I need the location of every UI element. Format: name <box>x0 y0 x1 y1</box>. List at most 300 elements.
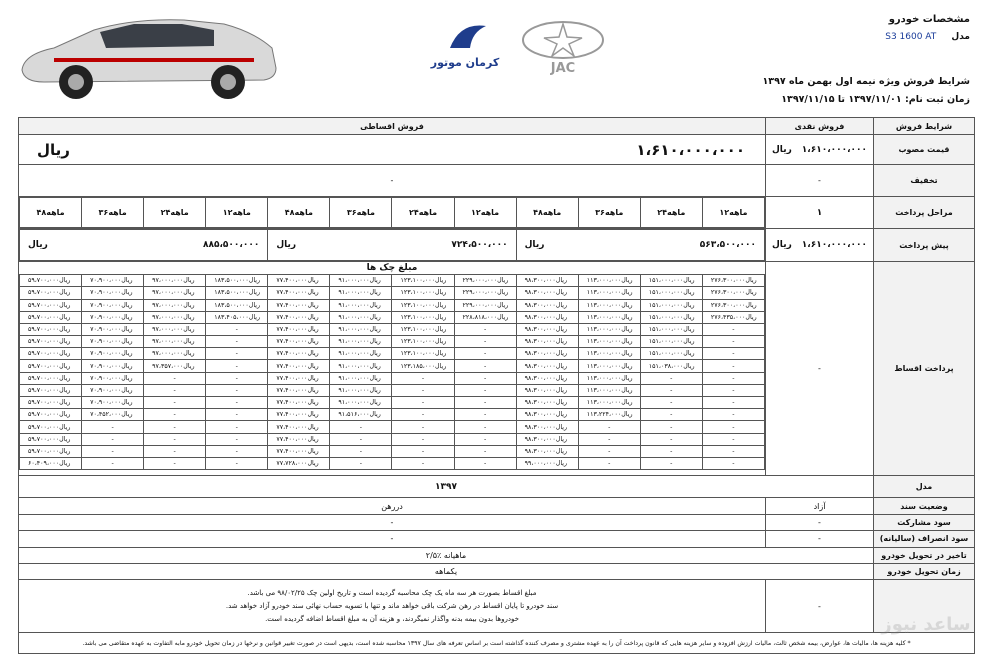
check-value: ۹۸،۳۰۰،۰۰۰ <box>524 277 556 285</box>
check-value: ۹۱،۵۱۶،۰۰۰ <box>338 411 370 419</box>
check-cell <box>20 299 82 311</box>
check-cell <box>268 348 330 360</box>
check-currency: ریال <box>183 313 195 321</box>
check-currency: ریال <box>369 362 381 370</box>
check-row <box>20 421 765 433</box>
check-currency: ریال <box>434 338 447 346</box>
check-currency: ریال <box>307 423 319 431</box>
check-cell <box>20 348 82 360</box>
check-value: ۱۱۳،۰۰۰،۰۰۰ <box>586 399 622 407</box>
check-value: ۹۱،۰۰۰،۰۰۰ <box>338 301 370 309</box>
check-cell <box>20 421 82 433</box>
check-row <box>20 372 765 384</box>
check-currency: ریال <box>555 399 568 407</box>
check-cell: - <box>640 433 702 445</box>
check-currency: ریال <box>121 326 133 334</box>
check-cell <box>516 372 578 384</box>
check-value: ۲۷۶،۴۳۵،۰۰۰ <box>710 313 746 321</box>
check-currency: ریال <box>555 411 568 419</box>
check-cell <box>82 409 144 421</box>
check-cell <box>144 336 206 348</box>
cash-prepay-currency: ریال <box>772 240 792 251</box>
check-cell <box>330 409 392 421</box>
check-value: ۱۵۱،۰۰۰،۰۰۰ <box>648 313 684 321</box>
check-value: ۹۸،۳۰۰،۰۰۰ <box>524 423 556 431</box>
stage-cell: ۴۸ماهه <box>516 197 578 228</box>
check-cell: - <box>392 457 454 469</box>
prepay-currency: ریال <box>276 240 297 251</box>
check-value: ۹۷،۰۰۰،۰۰۰ <box>152 277 184 285</box>
check-cell: - <box>206 384 268 396</box>
check-value: ۹۸،۳۰۰،۰۰۰ <box>524 411 556 419</box>
check-row <box>20 409 765 421</box>
check-value: ۹۱،۰۰۰،۰۰۰ <box>338 338 370 346</box>
check-currency: ریال <box>369 313 381 321</box>
check-cell <box>454 287 516 299</box>
check-cell <box>516 384 578 396</box>
check-currency: ریال <box>555 386 568 394</box>
prepay-currency: ریال <box>524 240 545 251</box>
check-value: ۹۸،۳۰۰،۰۰۰ <box>524 289 556 297</box>
check-value: ۹۸،۳۰۰،۰۰۰ <box>524 350 556 358</box>
check-value: ۵۹،۷۰۰،۰۰۰ <box>28 423 60 431</box>
check-value: ۱۱۳،۰۰۰،۰۰۰ <box>586 326 622 334</box>
check-value: ۹۸،۳۰۰،۰۰۰ <box>524 301 556 309</box>
check-cell <box>392 336 454 348</box>
reg-value: ۱۳۹۷/۱۱/۰۱ تا ۱۳۹۷/۱۱/۱۵ <box>781 94 902 105</box>
check-value: ۱۱۳،۰۰۰،۰۰۰ <box>586 362 622 370</box>
check-value: ۱۲۳،۱۰۰،۰۰۰ <box>400 301 435 309</box>
check-cell <box>392 275 454 287</box>
check-value: ۲۲۹،۰۰۰،۰۰۰ <box>462 301 498 309</box>
check-value: ۱۱۳،۰۰۰،۰۰۰ <box>586 277 622 285</box>
check-cell <box>330 360 392 372</box>
check-currency: ریال <box>121 362 133 370</box>
check-cell: - <box>454 433 516 445</box>
check-row <box>20 384 765 396</box>
cancel-cash: - <box>766 531 874 547</box>
check-cell <box>268 311 330 323</box>
stage-cell: ۳۶ماهه <box>578 197 640 228</box>
check-value: ۲۷۶،۳۰۰،۰۰۰ <box>710 289 746 297</box>
check-value: ۵۹،۷۰۰،۰۰۰ <box>28 447 60 455</box>
check-value: ۵۹،۷۰۰،۰۰۰ <box>28 362 60 370</box>
check-value: ۱۲۳،۱۰۰،۰۰۰ <box>400 313 435 321</box>
check-value: ۱۸۳،۵۰۰،۰۰۰ <box>214 289 249 297</box>
cash-stage: ۱ <box>766 196 874 229</box>
check-currency: ریال <box>307 313 319 321</box>
check-cell: - <box>82 445 144 457</box>
check-value: ۷۷،۴۰۰،۰۰۰ <box>276 374 308 382</box>
check-currency: ریال <box>59 447 71 455</box>
check-cell: - <box>640 397 702 409</box>
check-currency: ریال <box>307 435 319 443</box>
check-currency: ریال <box>59 338 71 346</box>
check-cell <box>578 409 640 421</box>
registration-row <box>781 94 970 105</box>
check-cell: - <box>82 433 144 445</box>
check-value: ۵۹،۷۰۰،۰۰۰ <box>28 313 60 321</box>
check-currency: ریال <box>307 399 319 407</box>
check-cell <box>268 336 330 348</box>
check-value: ۵۹،۷۰۰،۰۰۰ <box>28 301 60 309</box>
check-cell <box>578 336 640 348</box>
check-value: ۹۸،۳۰۰،۰۰۰ <box>524 447 556 455</box>
check-cell: - <box>206 372 268 384</box>
check-value: ۹۱،۰۰۰،۰۰۰ <box>338 374 370 382</box>
check-currency: ریال <box>248 277 261 285</box>
check-currency: ریال <box>555 423 568 431</box>
check-cell <box>516 445 578 457</box>
check-currency: ریال <box>307 447 319 455</box>
check-cell <box>516 409 578 421</box>
check-value: ۹۸،۳۰۰،۰۰۰ <box>524 326 556 334</box>
check-cell <box>578 397 640 409</box>
stage-cell: ۳۶ماهه <box>330 197 392 228</box>
check-value: ۵۹،۷۰۰،۰۰۰ <box>28 350 60 358</box>
check-row <box>20 336 765 348</box>
check-cell: - <box>702 409 764 421</box>
check-cell <box>578 287 640 299</box>
prepay-value: ۷۲۴،۵۰۰،۰۰۰ <box>451 240 508 251</box>
check-value: ۹۷،۰۰۰،۰۰۰ <box>152 313 184 321</box>
check-cell <box>268 384 330 396</box>
check-value: ۷۰،۹۰۰،۰۰۰ <box>90 362 122 370</box>
check-value: ۹۸،۳۰۰،۰۰۰ <box>524 386 556 394</box>
check-value: ۵۹،۷۰۰،۰۰۰ <box>28 386 60 394</box>
check-currency: ریال <box>555 326 568 334</box>
note-1: مبلغ اقساط بصورت هر سه ماه یک چک محاسبه گردیده است و تاریخ اولین چک ۹۸/۰۲/۲۵ می باشد. <box>247 588 537 597</box>
check-cell <box>516 457 578 469</box>
stage-cell: ۲۴ماهه <box>640 197 702 228</box>
reg-label: زمان ثبت نام: <box>904 94 970 105</box>
check-currency: ریال <box>369 386 381 394</box>
check-value: ۱۲۳،۱۰۰،۰۰۰ <box>400 350 435 358</box>
check-currency: ریال <box>121 399 133 407</box>
check-cell: - <box>144 384 206 396</box>
check-cell <box>268 457 330 469</box>
check-cell <box>578 323 640 335</box>
check-row <box>20 287 765 299</box>
check-value: ۲۷۶،۳۰۰،۰۰۰ <box>710 301 746 309</box>
check-cell: - <box>640 384 702 396</box>
check-value: ۱۵۱،۰۰۰،۰۰۰ <box>648 350 684 358</box>
stages-cell <box>19 196 766 229</box>
check-value: ۹۷،۰۰۰،۰۰۰ <box>152 301 184 309</box>
check-currency: ریال <box>183 301 195 309</box>
sales-table <box>18 117 975 654</box>
check-currency: ریال <box>434 313 447 321</box>
stages-row <box>19 197 765 229</box>
check-currency: ریال <box>59 411 71 419</box>
check-value: ۹۱،۰۰۰،۰۰۰ <box>338 326 370 334</box>
check-currency: ریال <box>59 423 71 431</box>
cancel-installment: - <box>19 531 766 547</box>
installment-discount: - <box>19 165 766 197</box>
check-currency: ریال <box>434 362 447 370</box>
check-value: ۷۰،۹۰۰،۰۰۰ <box>90 386 122 394</box>
check-currency: ریال <box>555 435 568 443</box>
check-row <box>20 311 765 323</box>
check-cell: - <box>578 457 640 469</box>
installment-price-cell <box>19 135 766 165</box>
check-currency: ریال <box>369 338 381 346</box>
check-cell <box>454 311 516 323</box>
check-currency: ریال <box>555 301 568 309</box>
check-cell <box>206 299 268 311</box>
check-value: ۱۱۳،۰۰۰،۰۰۰ <box>586 338 622 346</box>
check-currency: ریال <box>307 338 319 346</box>
footer-note: * کلیه هزینه ها، مالیات ها، عوارض، بیمه شخص ثالث، مالیات ارزش افزوده و سایر هزینه هایی که قانون پرداخت آن را به عهده مشتری و مصرف کننده گذاشته است بر اساس تعرفه های سال ۱۳۹۷ محاسبه شده است، بدیهی است در صورت تغییر قوانین و نرخها در زمان تحویل خودرو مابه التفاوت به عهده متقاضی می باشد. <box>19 633 975 654</box>
check-cell <box>82 323 144 335</box>
partnership-cash: - <box>766 514 874 530</box>
check-cell <box>20 384 82 396</box>
check-cell <box>82 397 144 409</box>
check-value: ۱۵۱،۰۰۰،۰۰۰ <box>648 289 684 297</box>
check-cell <box>268 275 330 287</box>
check-cell <box>640 299 702 311</box>
check-currency: ریال <box>307 374 319 382</box>
check-cell <box>330 287 392 299</box>
check-currency: ریال <box>683 350 695 358</box>
kerman-motor-logo <box>420 18 510 76</box>
jac-logo <box>520 18 606 76</box>
check-currency: ریال <box>683 338 695 346</box>
check-cell: - <box>392 384 454 396</box>
model-year: ۱۳۹۷ <box>19 475 874 498</box>
check-currency: ریال <box>183 277 195 285</box>
check-cell <box>20 445 82 457</box>
check-cell: - <box>702 397 764 409</box>
check-currency: ریال <box>555 460 568 468</box>
check-currency: ریال <box>555 289 568 297</box>
note-3: خودروها بدون بیمه بدنه واگذار نمیگردند، و هزینه آن به مبلغ اقساط اضافه گردیده است. <box>265 614 519 623</box>
check-cell: - <box>454 384 516 396</box>
check-cell <box>330 384 392 396</box>
check-cell: - <box>206 397 268 409</box>
check-cell <box>516 299 578 311</box>
check-cell <box>702 299 764 311</box>
prepay-value: ۸۸۵،۵۰۰،۰۰۰ <box>203 240 260 251</box>
check-currency: ریال <box>621 399 633 407</box>
check-cell <box>20 409 82 421</box>
stage-cell: ۴۸ماهه <box>268 197 330 228</box>
check-value: ۲۲۸،۸۱۸،۰۰۰ <box>462 313 498 321</box>
check-cell <box>392 360 454 372</box>
check-currency: ریال <box>59 289 71 297</box>
check-currency: ریال <box>745 301 757 309</box>
check-currency: ریال <box>621 338 633 346</box>
check-value: ۱۱۳،۰۰۰،۰۰۰ <box>586 350 622 358</box>
check-value: ۷۰،۹۰۰،۰۰۰ <box>90 301 122 309</box>
check-value: ۱۵۱،۰۰۰،۰۰۰ <box>648 338 684 346</box>
check-value: ۵۹،۷۰۰،۰۰۰ <box>28 277 60 285</box>
check-cell <box>516 360 578 372</box>
check-currency: ریال <box>555 313 568 321</box>
check-cell <box>20 287 82 299</box>
cash-price-currency: ریال <box>772 144 792 155</box>
model-value: S3 1600 AT <box>885 32 937 42</box>
prepay-value: ۵۶۳،۵۰۰،۰۰۰ <box>699 240 756 251</box>
check-currency: ریال <box>434 326 447 334</box>
check-value: ۹۷،۳۵۷،۰۰۰ <box>152 362 184 370</box>
check-cell <box>454 299 516 311</box>
check-value: ۷۰،۹۰۰،۰۰۰ <box>90 313 122 321</box>
check-currency: ریال <box>621 289 633 297</box>
kerman-motor-text: کرمان موتور <box>430 56 500 69</box>
check-currency: ریال <box>621 374 633 382</box>
approved-price-label: قیمت مصوب <box>874 135 975 165</box>
check-cell: - <box>640 457 702 469</box>
check-cell: - <box>578 433 640 445</box>
check-value: ۱۵۱،۰۳۸،۰۰۰ <box>648 362 684 370</box>
check-currency: ریال <box>307 289 319 297</box>
check-currency: ریال <box>307 350 319 358</box>
check-cell <box>20 372 82 384</box>
check-cell <box>82 275 144 287</box>
check-cell <box>20 336 82 348</box>
check-cell: - <box>702 384 764 396</box>
check-cell <box>578 311 640 323</box>
check-value: ۹۱،۰۰۰،۰۰۰ <box>338 386 370 394</box>
check-value: ۹۱،۰۰۰،۰۰۰ <box>338 350 370 358</box>
stage-cell: ۱۲ماهه <box>206 197 268 228</box>
check-cell: - <box>330 445 392 457</box>
check-cell <box>82 372 144 384</box>
check-currency: ریال <box>683 313 695 321</box>
check-cell: - <box>206 323 268 335</box>
check-value: ۹۸،۳۰۰،۰۰۰ <box>524 338 556 346</box>
jac-text: JAC <box>550 61 576 76</box>
check-cell: - <box>702 360 764 372</box>
check-currency: ریال <box>434 277 447 285</box>
check-value: ۷۷،۴۰۰،۰۰۰ <box>276 399 308 407</box>
check-value: ۱۲۳،۱۰۰،۰۰۰ <box>400 326 435 334</box>
check-currency: ریال <box>683 362 695 370</box>
check-value: ۷۷،۴۰۰،۰۰۰ <box>276 350 308 358</box>
prepay-row <box>19 229 765 261</box>
check-currency: ریال <box>745 277 757 285</box>
check-currency: ریال <box>59 350 71 358</box>
check-row <box>20 433 765 445</box>
check-value: ۹۱،۰۰۰،۰۰۰ <box>338 362 370 370</box>
partnership-installment: - <box>19 514 766 530</box>
check-cell: - <box>702 421 764 433</box>
check-value: ۷۰،۴۵۲،۰۰۰ <box>90 411 122 419</box>
check-cell <box>206 287 268 299</box>
check-value: ۵۹،۷۰۰،۰۰۰ <box>28 338 60 346</box>
check-currency: ریال <box>307 386 319 394</box>
check-currency: ریال <box>434 350 447 358</box>
check-value: ۱۱۳،۰۰۰،۰۰۰ <box>586 386 622 394</box>
check-currency: ریال <box>121 386 133 394</box>
sale-conditions-header: شرایط فروش <box>874 118 975 135</box>
check-cell: - <box>640 421 702 433</box>
watermark-text: ساعد نیوز <box>881 614 971 635</box>
check-value: ۱۲۳،۱۸۵،۰۰۰ <box>400 362 435 370</box>
check-cell <box>516 311 578 323</box>
check-cell <box>20 311 82 323</box>
check-cell <box>392 323 454 335</box>
check-value: ۹۷،۰۰۰،۰۰۰ <box>152 326 184 334</box>
check-cell <box>330 336 392 348</box>
check-cell <box>516 397 578 409</box>
check-currency: ریال <box>369 350 381 358</box>
check-value: ۱۵۱،۰۰۰،۰۰۰ <box>648 326 684 334</box>
check-currency: ریال <box>307 326 319 334</box>
check-cell <box>702 311 764 323</box>
check-value: ۷۷،۴۰۰،۰۰۰ <box>276 435 308 443</box>
check-cell <box>268 397 330 409</box>
check-currency: ریال <box>121 338 133 346</box>
installments-label: پرداخت اقساط <box>874 262 975 476</box>
check-value: ۷۷،۴۰۰،۰۰۰ <box>276 411 308 419</box>
check-currency: ریال <box>183 338 195 346</box>
check-cell <box>516 348 578 360</box>
delay-delivery-label: تاخیر در تحویل خودرو <box>874 547 975 563</box>
check-currency: ریال <box>683 277 695 285</box>
check-currency: ریال <box>59 362 71 370</box>
check-cell <box>268 372 330 384</box>
check-cell <box>578 348 640 360</box>
check-value: ۹۱،۰۰۰،۰۰۰ <box>338 399 370 407</box>
check-currency: ریال <box>183 362 195 370</box>
check-cell: - <box>702 457 764 469</box>
check-currency: ریال <box>621 301 633 309</box>
check-cell: - <box>392 409 454 421</box>
check-value: ۱۲۳،۱۰۰،۰۰۰ <box>400 277 435 285</box>
payment-stages-label: مراحل پرداخت <box>874 196 975 229</box>
spec-title: مشخصات خودرو <box>888 14 970 25</box>
check-currency: ریال <box>183 350 195 358</box>
check-cell: - <box>702 336 764 348</box>
check-value: ۵۹،۷۰۰،۰۰۰ <box>28 326 60 334</box>
check-cell: - <box>206 421 268 433</box>
check-value: ۲۲۹،۰۰۰،۰۰۰ <box>462 289 498 297</box>
check-cell <box>578 372 640 384</box>
check-cell <box>268 433 330 445</box>
check-cell: - <box>206 457 268 469</box>
check-value: ۹۸،۳۰۰،۰۰۰ <box>524 313 556 321</box>
check-cell <box>144 348 206 360</box>
check-currency: ریال <box>59 374 71 382</box>
check-cell <box>516 323 578 335</box>
check-value: ۱۸۳،۵۰۰،۰۰۰ <box>214 277 249 285</box>
check-cell <box>330 323 392 335</box>
check-cell <box>20 323 82 335</box>
check-cell: - <box>82 457 144 469</box>
check-cell <box>268 409 330 421</box>
check-cell <box>702 287 764 299</box>
check-cell: - <box>454 445 516 457</box>
check-cell <box>578 384 640 396</box>
check-cell: - <box>702 323 764 335</box>
check-cell <box>82 287 144 299</box>
check-value: ۷۷،۷۲۸،۰۰۰ <box>276 460 308 468</box>
check-row <box>20 348 765 360</box>
doc-pledge: دررهن <box>19 498 766 514</box>
check-row <box>20 397 765 409</box>
check-row <box>20 360 765 372</box>
check-currency: ریال <box>369 374 381 382</box>
partnership-profit-label: سود مشارکت <box>874 514 975 530</box>
check-row <box>20 299 765 311</box>
check-cell <box>640 275 702 287</box>
check-value: ۱۸۳،۵۰۰،۰۰۰ <box>214 301 249 309</box>
check-value: ۱۲۳،۱۰۰،۰۰۰ <box>400 289 435 297</box>
prepay-group <box>20 230 268 261</box>
check-currency: ریال <box>59 277 71 285</box>
